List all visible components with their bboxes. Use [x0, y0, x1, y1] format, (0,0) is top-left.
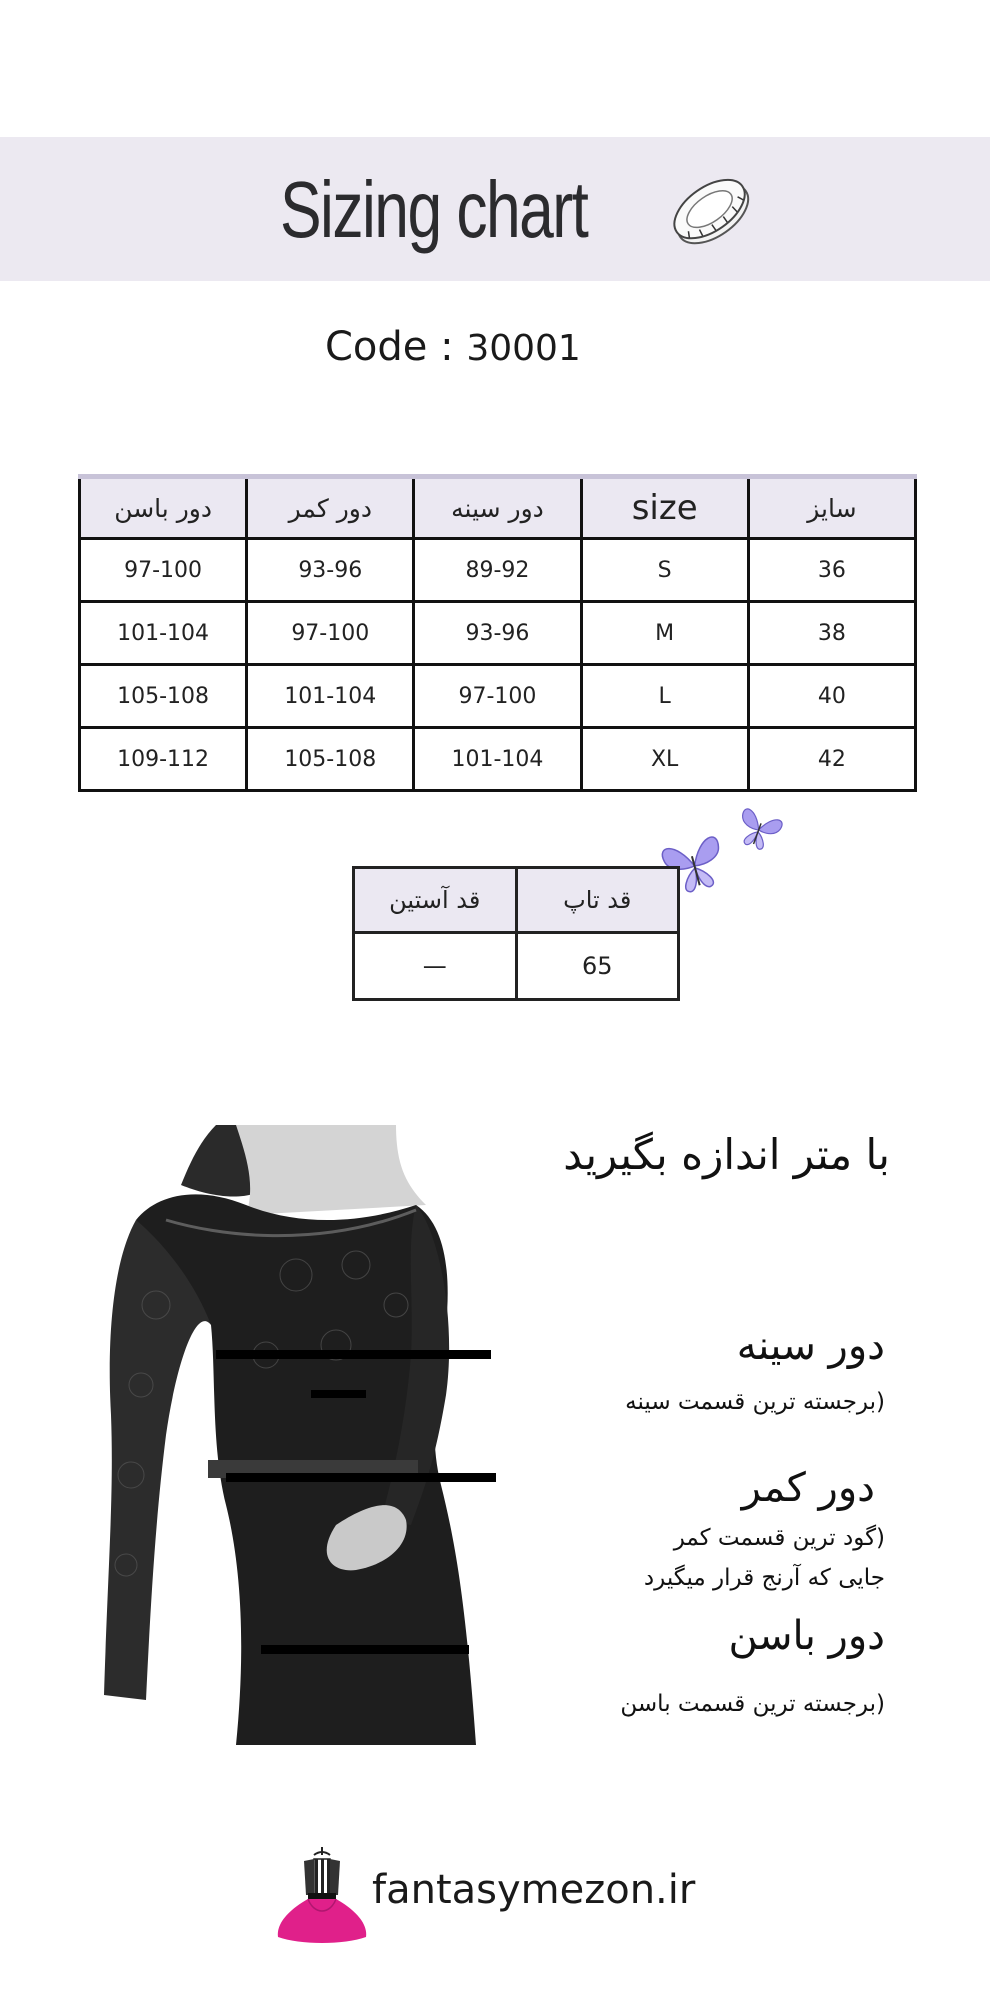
cell-waist: 93-96	[247, 539, 414, 602]
code-value: 30001	[466, 328, 581, 369]
table-row	[80, 728, 916, 791]
hip-note: (برجسته ترین قسمت باسن	[620, 1691, 885, 1717]
size-table-header	[80, 477, 916, 539]
measure-heading: با متر اندازه بگیرید	[563, 1130, 890, 1179]
table-row	[80, 539, 916, 602]
dress-logo-icon	[274, 1845, 370, 1945]
cell-chest: 89-92	[414, 539, 581, 602]
cell-waist: 105-108	[247, 728, 414, 791]
cell-hip: 109-112	[80, 728, 247, 791]
cell-waist: 97-100	[247, 602, 414, 665]
hip-title: دور باسن	[728, 1613, 885, 1659]
website-link[interactable]: fantasymezon.ir	[372, 1867, 696, 1913]
table-row	[80, 602, 916, 665]
cell-hip: 97-100	[80, 539, 247, 602]
table-row	[80, 665, 916, 728]
cell-chest: 93-96	[414, 602, 581, 665]
measuring-tape-icon	[668, 172, 758, 257]
col-sleeve-length: قد آستین	[354, 868, 517, 933]
cell-chest: 101-104	[414, 728, 581, 791]
cell-hip: 101-104	[80, 602, 247, 665]
cell-waist: 101-104	[247, 665, 414, 728]
col-size-number: سایز	[748, 477, 915, 539]
cell-size: XL	[581, 728, 748, 791]
col-hip: دور باسن	[80, 477, 247, 539]
cell-chest: 97-100	[414, 665, 581, 728]
waist-note-line2: جایی که آرنج قرار میگیرد	[643, 1565, 885, 1591]
waist-note-line1: (گود ترین قسمت کمر	[673, 1525, 885, 1551]
page-title: Sizing chart	[280, 165, 588, 254]
cell-size-number: 38	[748, 602, 915, 665]
length-table	[352, 866, 680, 1001]
waist-title: دور کمر	[741, 1465, 875, 1511]
col-size: size	[581, 477, 748, 539]
product-code	[325, 322, 645, 372]
table-row	[354, 933, 679, 1000]
cell-size-number: 36	[748, 539, 915, 602]
cell-size-number: 40	[748, 665, 915, 728]
cell-size: S	[581, 539, 748, 602]
col-top-length: قد تاپ	[516, 868, 679, 933]
butterfly-icon	[734, 804, 784, 854]
col-waist: دور کمر	[247, 477, 414, 539]
chest-note: (برجسته ترین قسمت سینه	[625, 1389, 885, 1415]
cell-size-number: 42	[748, 728, 915, 791]
size-table	[78, 474, 917, 792]
model-photo	[96, 1125, 496, 1745]
cell-sleeve-length: —	[354, 933, 517, 1000]
cell-top-length: 65	[516, 933, 679, 1000]
chest-title: دور سینه	[736, 1323, 885, 1369]
cell-size: L	[581, 665, 748, 728]
length-table-header	[354, 868, 679, 933]
code-label: Code :	[325, 324, 454, 370]
col-chest: دور سینه	[414, 477, 581, 539]
cell-size: M	[581, 602, 748, 665]
cell-hip: 105-108	[80, 665, 247, 728]
